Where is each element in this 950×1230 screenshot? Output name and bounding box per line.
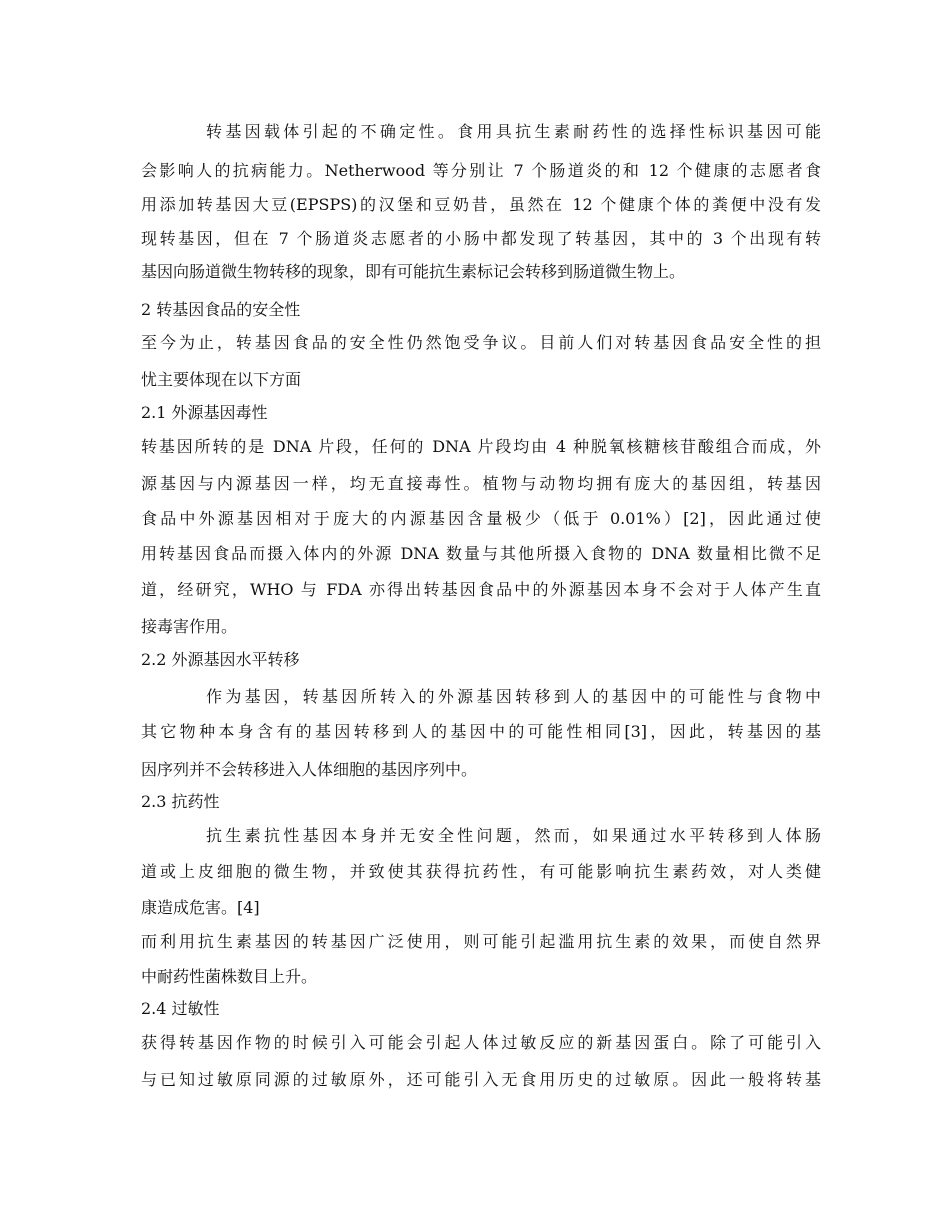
paragraph-line: 用转基因食品而摄入体内的外源 DNA 数量与其他所摄入食物的 DNA 数量相比微不足: [141, 544, 821, 563]
paragraph-line: 康造成危害。[4]: [141, 898, 260, 917]
section-heading: 2.1 外源基因毒性: [141, 403, 268, 422]
section-heading: 2.2 外源基因水平转移: [141, 650, 300, 669]
section-heading: 2 转基因食品的安全性: [141, 300, 301, 319]
paragraph-line: 获得转基因作物的时候引入可能会引起人体过敏反应的新基因蛋白。除了可能引入: [141, 1033, 821, 1052]
section-heading: 2.3 抗药性: [141, 792, 220, 811]
paragraph-line: 转基因载体引起的不确定性。食用具抗生素耐药性的选择性标识基因可能: [206, 122, 821, 141]
paragraph-line: 现转基因，但在 7 个肠道炎志愿者的小肠中都发现了转基因，其中的 3 个出现有转: [141, 229, 821, 248]
paragraph-line: 抗生素抗性基因本身并无安全性问题，然而，如果通过水平转移到人体肠: [206, 826, 821, 845]
paragraph-line: 用添加转基因大豆(EPSPS)的汉堡和豆奶昔，虽然在 12 个健康个体的粪便中没有发: [141, 195, 821, 214]
paragraph-line: 会影响人的抗病能力。Netherwood 等分别让 7 个肠道炎的和 12 个健康的志愿者食: [141, 161, 821, 180]
paragraph-line: 其它物种本身含有的基因转移到人的基因中的可能性相同[3]，因此，转基因的基: [141, 722, 821, 741]
paragraph-line: 道或上皮细胞的微生物，并致使其获得抗药性，有可能影响抗生素药效，对人类健: [141, 862, 821, 881]
paragraph-line: 而利用抗生素基因的转基因广泛使用，则可能引起滥用抗生素的效果，而使自然界: [141, 932, 821, 951]
paragraph-line: 中耐药性菌株数目上升。: [141, 967, 318, 986]
paragraph-line: 作为基因，转基因所转入的外源基因转移到人的基因中的可能性与食物中: [206, 687, 821, 706]
paragraph-line: 基因向肠道微生物转移的现象，即有可能抗生素标记会转移到肠道微生物上。: [141, 262, 686, 281]
paragraph-line: 道，经研究，WHO 与 FDA 亦得出转基因食品中的外源基因本身不会对于人体产生直: [141, 580, 821, 599]
section-heading: 2.4 过敏性: [141, 999, 220, 1018]
paragraph-line: 至今为止，转基因食品的安全性仍然饱受争议。目前人们对转基因食品安全性的担: [141, 333, 821, 352]
paragraph-line: 接毒害作用。: [141, 617, 238, 636]
paragraph-line: 忧主要体现在以下方面: [141, 370, 302, 389]
paragraph-line: 与已知过敏原同源的过敏原外，还可能引入无食用历史的过敏原。因此一般将转基: [141, 1070, 821, 1089]
paragraph-line: 因序列并不会转移进入人体细胞的基因序列中。: [141, 760, 478, 779]
paragraph-line: 食品中外源基因相对于庞大的内源基因含量极少（低于 0.01%）[2]，因此通过使: [141, 509, 821, 528]
paragraph-line: 源基因与内源基因一样，均无直接毒性。植物与动物均拥有庞大的基因组，转基因: [141, 474, 821, 493]
paragraph-line: 转基因所转的是 DNA 片段，任何的 DNA 片段均由 4 种脱氧核糖核苷酸组合而成，外: [141, 437, 821, 456]
